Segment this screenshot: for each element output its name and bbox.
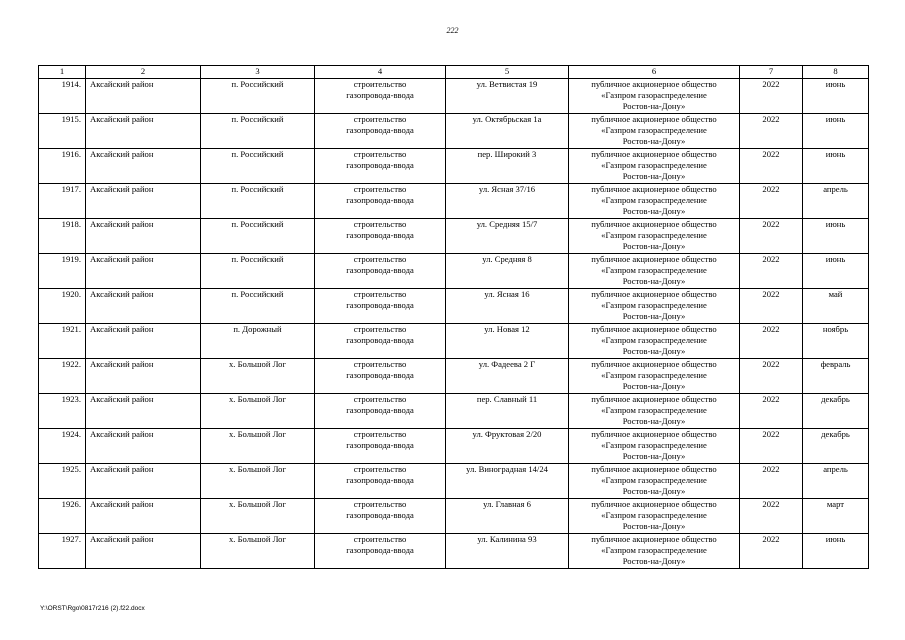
work-type-cell-line: газопровода-ввода	[346, 300, 414, 310]
table-row	[39, 534, 869, 569]
organization-cell-line: публичное акционерное общество	[591, 219, 717, 229]
address-cell-line: ул. Ясная 16	[484, 289, 530, 299]
year-cell	[740, 394, 803, 429]
settlement-cell-line: х. Большой Лог	[228, 499, 287, 509]
table-row	[39, 359, 869, 394]
month-cell-line: март	[826, 499, 845, 509]
district-cell	[86, 534, 201, 569]
district-cell	[86, 289, 201, 324]
row-number-cell	[39, 254, 86, 289]
table-row	[39, 219, 869, 254]
settlement-cell	[201, 534, 315, 569]
month-cell-line: февраль	[820, 359, 851, 369]
address-cell-line: ул. Средняя 8	[482, 254, 532, 264]
work-type-cell-line: газопровода-ввода	[346, 265, 414, 275]
work-type-cell	[315, 219, 446, 254]
year-cell	[740, 429, 803, 464]
organization-cell-line: публичное акционерное общество	[591, 149, 717, 159]
district-cell-line: Аксайский район	[90, 359, 154, 369]
district-cell-line: Аксайский район	[90, 79, 154, 89]
organization-cell-line: «Газпром газораспределение	[601, 510, 707, 520]
work-type-cell	[315, 254, 446, 289]
work-type-cell-line: строительство	[353, 79, 407, 89]
organization-cell-line: Ростов-на-Дону»	[622, 101, 686, 111]
work-type-cell-line: строительство	[353, 219, 407, 229]
work-type-cell-line: газопровода-ввода	[346, 335, 414, 345]
district-cell	[86, 499, 201, 534]
work-type-cell-line: газопровода-ввода	[346, 195, 414, 205]
column-header: 8	[803, 66, 869, 79]
settlement-cell	[201, 429, 315, 464]
work-type-cell	[315, 324, 446, 359]
organization-cell-line: «Газпром газораспределение	[601, 335, 707, 345]
organization-cell-line: публичное акционерное общество	[591, 534, 717, 544]
work-type-cell	[315, 289, 446, 324]
work-type-cell-line: строительство	[353, 534, 407, 544]
settlement-cell	[201, 394, 315, 429]
table-row	[39, 429, 869, 464]
table-row	[39, 254, 869, 289]
organization-cell-line: «Газпром газораспределение	[601, 90, 707, 100]
settlement-cell	[201, 324, 315, 359]
district-cell-line: Аксайский район	[90, 534, 154, 544]
settlement-cell-line: п. Дорожный	[233, 324, 282, 334]
settlement-cell	[201, 289, 315, 324]
organization-cell-line: публичное акционерное общество	[591, 464, 717, 474]
row-number-cell-line: 1915.	[61, 114, 81, 124]
address-cell	[446, 324, 569, 359]
organization-cell-line: «Газпром газораспределение	[601, 300, 707, 310]
organization-cell-line: «Газпром газораспределение	[601, 265, 707, 275]
settlement-cell-line: п. Российский	[231, 79, 284, 89]
address-cell-line: ул. Средняя 15/7	[476, 219, 538, 229]
organization-cell-line: публичное акционерное общество	[591, 79, 717, 89]
organization-cell-line: публичное акционерное общество	[591, 324, 717, 334]
year-cell	[740, 289, 803, 324]
row-number-cell-line: 1923.	[61, 394, 81, 404]
address-cell	[446, 359, 569, 394]
work-type-cell-line: строительство	[353, 289, 407, 299]
address-cell	[446, 254, 569, 289]
district-cell-line: Аксайский район	[90, 114, 154, 124]
row-number-cell	[39, 534, 86, 569]
work-type-cell	[315, 184, 446, 219]
settlement-cell-line: п. Российский	[231, 184, 284, 194]
organization-cell-line: Ростов-на-Дону»	[622, 521, 686, 531]
address-cell-line: ул. Главная 6	[483, 499, 531, 509]
address-cell-line: пер. Широкий 3	[477, 149, 537, 159]
month-cell-line: май	[828, 289, 843, 299]
table-row	[39, 149, 869, 184]
organization-cell-line: Ростов-на-Дону»	[622, 136, 686, 146]
organization-cell	[569, 429, 740, 464]
row-number-cell-line: 1916.	[61, 149, 81, 159]
organization-cell	[569, 254, 740, 289]
page-number: 222	[446, 26, 459, 35]
year-cell-line: 2022	[762, 534, 780, 544]
column-header: 5	[446, 66, 569, 79]
address-cell	[446, 394, 569, 429]
organization-cell-line: публичное акционерное общество	[591, 394, 717, 404]
settlement-cell-line: п. Российский	[231, 254, 284, 264]
address-cell-line: ул. Ветвистая 19	[476, 79, 538, 89]
year-cell-line: 2022	[762, 149, 780, 159]
settlement-cell	[201, 254, 315, 289]
organization-cell-line: публичное акционерное общество	[591, 359, 717, 369]
settlement-cell	[201, 184, 315, 219]
column-header: 1	[39, 66, 86, 79]
organization-cell	[569, 464, 740, 499]
settlement-cell-line: п. Российский	[231, 219, 284, 229]
work-type-cell-line: строительство	[353, 499, 407, 509]
work-type-cell-line: строительство	[353, 324, 407, 334]
address-cell-line: ул. Калинина 93	[477, 534, 537, 544]
district-cell-line: Аксайский район	[90, 289, 154, 299]
settlement-cell-line: п. Российский	[231, 289, 284, 299]
table-row	[39, 464, 869, 499]
district-cell-line: Аксайский район	[90, 254, 154, 264]
organization-cell-line: Ростов-на-Дону»	[622, 486, 686, 496]
month-cell-line: апрель	[823, 184, 848, 194]
organization-cell-line: «Газпром газораспределение	[601, 160, 707, 170]
month-cell-line: июнь	[825, 219, 846, 229]
district-cell	[86, 394, 201, 429]
row-number-cell	[39, 79, 86, 114]
row-number-cell	[39, 219, 86, 254]
settlement-cell	[201, 114, 315, 149]
registry-body	[39, 79, 869, 569]
row-number-cell	[39, 114, 86, 149]
month-cell	[803, 79, 869, 114]
settlement-cell-line: х. Большой Лог	[228, 534, 287, 544]
year-cell-line: 2022	[762, 324, 780, 334]
table-row	[39, 114, 869, 149]
row-number-cell-line: 1921.	[61, 324, 81, 334]
district-cell-line: Аксайский район	[90, 464, 154, 474]
row-number-cell	[39, 324, 86, 359]
work-type-cell-line: строительство	[353, 114, 407, 124]
organization-cell-line: Ростов-на-Дону»	[622, 556, 686, 566]
column-header: 6	[569, 66, 740, 79]
year-cell-line: 2022	[762, 184, 780, 194]
work-type-cell	[315, 429, 446, 464]
district-cell	[86, 359, 201, 394]
work-type-cell-line: строительство	[353, 429, 407, 439]
work-type-cell-line: газопровода-ввода	[346, 160, 414, 170]
organization-cell	[569, 114, 740, 149]
organization-cell-line: публичное акционерное общество	[591, 254, 717, 264]
organization-cell-line: Ростов-на-Дону»	[622, 416, 686, 426]
registry-table	[38, 65, 869, 569]
district-cell-line: Аксайский район	[90, 219, 154, 229]
organization-cell	[569, 534, 740, 569]
month-cell	[803, 429, 869, 464]
district-cell-line: Аксайский район	[90, 149, 154, 159]
month-cell-line: июнь	[825, 114, 846, 124]
year-cell-line: 2022	[762, 114, 780, 124]
district-cell	[86, 429, 201, 464]
organization-cell-line: «Газпром газораспределение	[601, 230, 707, 240]
month-cell	[803, 324, 869, 359]
month-cell	[803, 534, 869, 569]
footer-file-path: Y:\ORST\Rgo\0817r216 (2).f22.docx	[40, 605, 145, 612]
work-type-cell	[315, 359, 446, 394]
year-cell	[740, 534, 803, 569]
district-cell	[86, 79, 201, 114]
address-cell	[446, 534, 569, 569]
address-cell-line: ул. Новая 12	[484, 324, 530, 334]
month-cell-line: апрель	[823, 464, 848, 474]
organization-cell	[569, 394, 740, 429]
address-cell-line: ул. Фруктовая 2/20	[472, 429, 542, 439]
header-row	[39, 66, 869, 79]
year-cell-line: 2022	[762, 219, 780, 229]
row-number-cell-line: 1927.	[61, 534, 81, 544]
work-type-cell-line: строительство	[353, 254, 407, 264]
organization-cell	[569, 289, 740, 324]
address-cell	[446, 499, 569, 534]
month-cell-line: июнь	[825, 254, 846, 264]
month-cell	[803, 394, 869, 429]
month-cell-line: декабрь	[821, 429, 850, 439]
row-number-cell	[39, 289, 86, 324]
district-cell	[86, 219, 201, 254]
year-cell	[740, 464, 803, 499]
organization-cell-line: публичное акционерное общество	[591, 429, 717, 439]
work-type-cell-line: газопровода-ввода	[346, 440, 414, 450]
address-cell	[446, 184, 569, 219]
year-cell	[740, 499, 803, 534]
table-row	[39, 184, 869, 219]
address-cell	[446, 289, 569, 324]
table-row	[39, 499, 869, 534]
address-cell	[446, 149, 569, 184]
district-cell	[86, 464, 201, 499]
address-cell-line: ул. Фадеева 2 Г	[478, 359, 536, 369]
table-row	[39, 79, 869, 114]
district-cell	[86, 114, 201, 149]
row-number-cell-line: 1919.	[61, 254, 81, 264]
district-cell-line: Аксайский район	[90, 394, 154, 404]
work-type-cell-line: газопровода-ввода	[346, 545, 414, 555]
work-type-cell-line: газопровода-ввода	[346, 230, 414, 240]
row-number-cell-line: 1924.	[61, 429, 81, 439]
address-cell	[446, 464, 569, 499]
address-cell	[446, 429, 569, 464]
settlement-cell-line: п. Российский	[231, 114, 284, 124]
organization-cell-line: Ростов-на-Дону»	[622, 381, 686, 391]
month-cell-line: ноябрь	[822, 324, 849, 334]
month-cell-line: июнь	[825, 79, 846, 89]
row-number-cell-line: 1925.	[61, 464, 81, 474]
month-cell	[803, 464, 869, 499]
organization-cell-line: Ростов-на-Дону»	[622, 276, 686, 286]
organization-cell-line: Ростов-на-Дону»	[622, 241, 686, 251]
district-cell	[86, 149, 201, 184]
row-number-cell	[39, 359, 86, 394]
organization-cell-line: «Газпром газораспределение	[601, 405, 707, 415]
work-type-cell	[315, 534, 446, 569]
organization-cell	[569, 499, 740, 534]
month-cell	[803, 254, 869, 289]
work-type-cell-line: газопровода-ввода	[346, 370, 414, 380]
year-cell-line: 2022	[762, 254, 780, 264]
work-type-cell-line: газопровода-ввода	[346, 405, 414, 415]
month-cell-line: декабрь	[821, 394, 850, 404]
organization-cell-line: Ростов-на-Дону»	[622, 206, 686, 216]
year-cell	[740, 114, 803, 149]
year-cell-line: 2022	[762, 499, 780, 509]
work-type-cell	[315, 464, 446, 499]
year-cell-line: 2022	[762, 79, 780, 89]
year-cell	[740, 219, 803, 254]
organization-cell-line: публичное акционерное общество	[591, 184, 717, 194]
address-cell	[446, 114, 569, 149]
settlement-cell-line: п. Российский	[231, 149, 284, 159]
year-cell-line: 2022	[762, 289, 780, 299]
work-type-cell-line: строительство	[353, 394, 407, 404]
row-number-cell-line: 1922.	[61, 359, 81, 369]
column-header: 4	[315, 66, 446, 79]
work-type-cell	[315, 394, 446, 429]
table-row	[39, 394, 869, 429]
work-type-cell	[315, 499, 446, 534]
month-cell	[803, 184, 869, 219]
month-cell-line: июнь	[825, 534, 846, 544]
district-cell-line: Аксайский район	[90, 324, 154, 334]
settlement-cell	[201, 359, 315, 394]
settlement-cell	[201, 219, 315, 254]
organization-cell-line: «Газпром газораспределение	[601, 475, 707, 485]
work-type-cell-line: строительство	[353, 184, 407, 194]
organization-cell-line: «Газпром газораспределение	[601, 195, 707, 205]
work-type-cell-line: газопровода-ввода	[346, 90, 414, 100]
organization-cell-line: публичное акционерное общество	[591, 289, 717, 299]
address-cell-line: ул. Октябрьская 1а	[472, 114, 542, 124]
organization-cell-line: публичное акционерное общество	[591, 499, 717, 509]
organization-cell-line: Ростов-на-Дону»	[622, 171, 686, 181]
work-type-cell-line: газопровода-ввода	[346, 475, 414, 485]
month-cell	[803, 219, 869, 254]
row-number-cell	[39, 429, 86, 464]
settlement-cell-line: х. Большой Лог	[228, 394, 287, 404]
year-cell	[740, 79, 803, 114]
settlement-cell	[201, 79, 315, 114]
column-header: 2	[86, 66, 201, 79]
settlement-cell	[201, 464, 315, 499]
column-header: 7	[740, 66, 803, 79]
month-cell	[803, 359, 869, 394]
year-cell	[740, 184, 803, 219]
year-cell-line: 2022	[762, 394, 780, 404]
district-cell	[86, 324, 201, 359]
year-cell-line: 2022	[762, 429, 780, 439]
work-type-cell-line: строительство	[353, 149, 407, 159]
address-cell-line: ул. Ясная 37/16	[478, 184, 536, 194]
settlement-cell	[201, 499, 315, 534]
district-cell-line: Аксайский район	[90, 429, 154, 439]
month-cell-line: июнь	[825, 149, 846, 159]
work-type-cell	[315, 79, 446, 114]
column-header: 3	[201, 66, 315, 79]
year-cell	[740, 254, 803, 289]
row-number-cell-line: 1917.	[61, 184, 81, 194]
work-type-cell	[315, 114, 446, 149]
month-cell	[803, 114, 869, 149]
table-row	[39, 324, 869, 359]
organization-cell	[569, 79, 740, 114]
organization-cell	[569, 324, 740, 359]
row-number-cell-line: 1914.	[61, 79, 81, 89]
table-row	[39, 289, 869, 324]
year-cell	[740, 149, 803, 184]
organization-cell-line: «Газпром газораспределение	[601, 125, 707, 135]
work-type-cell-line: газопровода-ввода	[346, 510, 414, 520]
organization-cell	[569, 359, 740, 394]
row-number-cell	[39, 499, 86, 534]
row-number-cell-line: 1926.	[61, 499, 81, 509]
month-cell	[803, 289, 869, 324]
row-number-cell-line: 1918.	[61, 219, 81, 229]
row-number-cell	[39, 464, 86, 499]
work-type-cell-line: строительство	[353, 359, 407, 369]
settlement-cell-line: х. Большой Лог	[228, 464, 287, 474]
organization-cell-line: Ростов-на-Дону»	[622, 451, 686, 461]
district-cell	[86, 254, 201, 289]
row-number-cell-line: 1920.	[61, 289, 81, 299]
year-cell-line: 2022	[762, 464, 780, 474]
organization-cell-line: «Газпром газораспределение	[601, 370, 707, 380]
address-cell-line: пер. Славный 11	[476, 394, 538, 404]
address-cell-line: ул. Виноградная 14/24	[466, 464, 548, 474]
settlement-cell-line: х. Большой Лог	[228, 359, 287, 369]
work-type-cell	[315, 149, 446, 184]
row-number-cell	[39, 394, 86, 429]
row-number-cell	[39, 184, 86, 219]
organization-cell-line: Ростов-на-Дону»	[622, 346, 686, 356]
organization-cell-line: Ростов-на-Дону»	[622, 311, 686, 321]
organization-cell-line: публичное акционерное общество	[591, 114, 717, 124]
district-cell-line: Аксайский район	[90, 499, 154, 509]
work-type-cell-line: газопровода-ввода	[346, 125, 414, 135]
organization-cell	[569, 149, 740, 184]
organization-cell	[569, 184, 740, 219]
address-cell	[446, 219, 569, 254]
settlement-cell	[201, 149, 315, 184]
year-cell-line: 2022	[762, 359, 780, 369]
work-type-cell-line: строительство	[353, 464, 407, 474]
settlement-cell-line: х. Большой Лог	[228, 429, 287, 439]
organization-cell-line: «Газпром газораспределение	[601, 440, 707, 450]
row-number-cell	[39, 149, 86, 184]
organization-cell	[569, 219, 740, 254]
district-cell	[86, 184, 201, 219]
year-cell	[740, 324, 803, 359]
organization-cell-line: «Газпром газораспределение	[601, 545, 707, 555]
address-cell	[446, 79, 569, 114]
district-cell-line: Аксайский район	[90, 184, 154, 194]
year-cell	[740, 359, 803, 394]
month-cell	[803, 499, 869, 534]
month-cell	[803, 149, 869, 184]
